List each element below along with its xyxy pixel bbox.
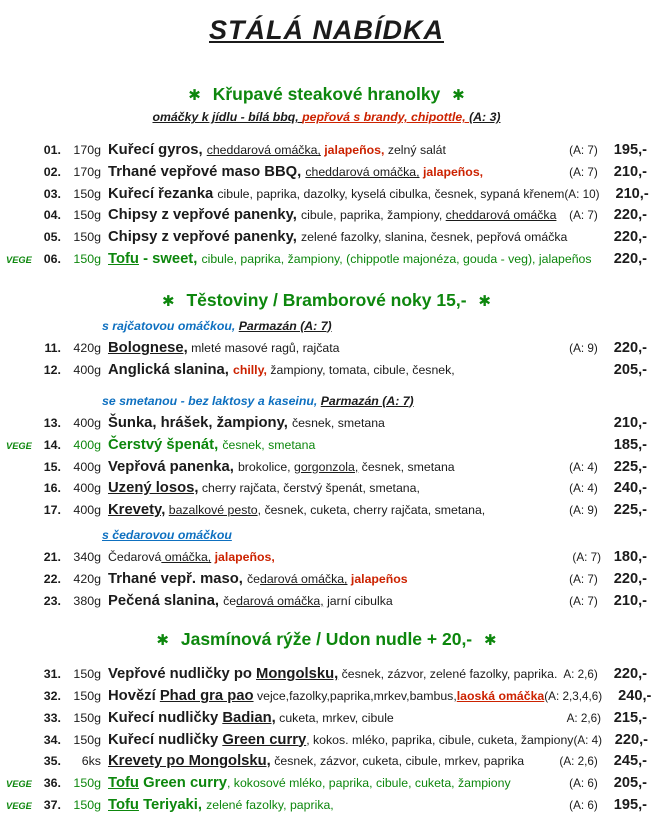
text-run: česnek, smetana (358, 459, 455, 474)
text-run: cibule, paprika, dazolky, kyselá cibulka, česnek, sypaná křenem (217, 186, 565, 201)
text-run: jarní cibulka (323, 593, 393, 608)
text-run: česnek, smetana (291, 416, 385, 431)
item-weight: 150g (73, 667, 101, 682)
text-run: cibule, paprika, žampiony, (300, 208, 446, 223)
menu-item-row (6, 546, 647, 568)
group-label (102, 391, 647, 413)
menu-section (6, 290, 647, 612)
text-run: , česnek, cuketa, cherry rajčata, smetana, (257, 503, 486, 518)
item-number: 05. (43, 230, 61, 245)
item-weight: 400g (73, 459, 101, 474)
text-run: - sweet, (138, 250, 202, 267)
item-number: 31. (43, 667, 61, 682)
item-weight: 400g (73, 481, 101, 496)
vege-badge: VEGE (6, 440, 32, 451)
item-number: 13. (43, 416, 61, 431)
menu-items (6, 139, 647, 269)
text-run: Vepřové nudličky po (108, 666, 257, 683)
item-number: 11. (44, 341, 61, 356)
item-weight: 420g (73, 341, 101, 356)
item-number: 06. (43, 251, 61, 266)
text-run: Hovězí (108, 688, 160, 705)
text-run: če (246, 572, 260, 587)
text-run: Vepřová panenka, (108, 458, 238, 475)
item-weight: 150g (73, 186, 101, 201)
item-text (108, 685, 544, 708)
item-text (108, 226, 601, 249)
text-run: Parmazán (A: 7) (320, 393, 414, 408)
item-text (108, 663, 563, 686)
item-number: 32. (43, 689, 61, 704)
item-text (108, 337, 569, 360)
item-number: 37. (43, 797, 61, 812)
star-icon: ✱ (478, 292, 491, 310)
page-title: STÁLÁ NABÍDKA (209, 15, 444, 45)
text-run: cuketa, mrkev, cibule (275, 710, 394, 725)
menu-sections (6, 84, 652, 815)
menu-item-row (6, 434, 647, 456)
text-run: s rajčatovou omáčkou, (102, 318, 239, 333)
text-run: Krevety po Mongolsku, (108, 753, 271, 770)
item-weight: 150g (73, 732, 101, 747)
menu-item-row (6, 412, 647, 434)
text-run: česnek, smetana (222, 437, 316, 452)
menu-item-row (6, 772, 647, 794)
item-weight: 150g (73, 208, 101, 223)
item-price: 215,- (613, 709, 647, 726)
star-icon: ✱ (156, 632, 169, 650)
item-weight: 150g (73, 689, 101, 704)
item-text (108, 204, 569, 227)
text-run: Šunka, hrášek, žampiony, (108, 415, 292, 432)
section-subtitle (6, 109, 647, 125)
text-run: jalapeños, (422, 165, 484, 180)
item-number: 15. (43, 459, 61, 474)
item-text (108, 183, 564, 206)
text-run: , kokosové mléko, paprika, cibule, cuketa, žampiony (226, 775, 511, 790)
item-allergen: (A: 7) (569, 144, 601, 158)
text-run: Tofu (108, 774, 139, 791)
menu-item-row (6, 359, 647, 381)
item-price: 220,- (613, 250, 647, 267)
menu-item-row (6, 248, 647, 270)
menu-section (6, 84, 647, 269)
text-run: bazalkové pesto (168, 503, 258, 518)
text-run: Kuřecí nudličky (108, 709, 223, 726)
text-run: zelný salát (384, 143, 446, 158)
text-run: gorgonzola, (294, 459, 359, 474)
item-weight: 150g (73, 797, 101, 812)
item-text (108, 499, 569, 522)
text-run: s čedarovou omáčkou (102, 527, 232, 542)
vege-badge: VEGE (6, 800, 32, 811)
item-text (108, 359, 601, 382)
text-run: cheddarová omáčka, (305, 165, 420, 180)
item-weight: 340g (73, 550, 101, 565)
menu-item-row (6, 729, 647, 751)
text-run: zelené fazolky, slanina, česnek, pepřová omáčka (300, 230, 568, 245)
text-run: chilly, (233, 362, 267, 377)
item-number: 35. (43, 754, 61, 769)
text-run: če (223, 593, 237, 608)
item-allergen: (A: 9) (569, 504, 601, 518)
item-price: 220,- (613, 666, 647, 683)
text-run: jalapeños (350, 572, 408, 587)
item-number: 21. (43, 550, 61, 565)
item-text (108, 248, 601, 271)
menu-section (6, 629, 652, 815)
text-run: Tofu (108, 250, 139, 267)
group-label (102, 525, 647, 547)
text-run: darová omáčka, (236, 593, 324, 608)
menu-item-row (6, 456, 647, 478)
text-run: jalapeños, (324, 143, 385, 158)
item-weight: 150g (73, 710, 101, 725)
text-run: Čerstvý špenát, (108, 436, 223, 453)
item-allergen: (A: 2,6) (559, 755, 601, 769)
menu-item-row (6, 663, 647, 685)
menu-item-row (6, 183, 647, 205)
text-run: Phad gra pao (159, 688, 254, 705)
item-number: 34. (43, 732, 61, 747)
text-run: jalapeños, (214, 550, 275, 565)
text-run: omáčka, (161, 550, 212, 565)
item-allergen: (A: 4) (573, 733, 603, 747)
menu-items (6, 412, 647, 520)
item-number: 33. (43, 710, 61, 725)
item-text (108, 568, 569, 591)
item-weight: 400g (73, 362, 101, 377)
item-allergen: (A: 7) (569, 573, 601, 587)
star-icon: ✱ (162, 292, 175, 310)
item-allergen: (A: 2,3,4,6) (544, 690, 606, 704)
menu-item-row (6, 707, 647, 729)
text-run: česnek, zázvor, zelené fazolky, paprika. (338, 667, 558, 682)
item-text (108, 729, 573, 752)
text-run: Green curry (222, 731, 307, 748)
item-weight: 150g (73, 775, 101, 790)
text-run: omáčky k jídlu - bílá bbq, (152, 110, 303, 125)
text-run: vejce,fazolky,paprika,mrkev,bambus, (253, 689, 457, 704)
text-run: Tofu (108, 796, 139, 813)
item-weight: 400g (73, 503, 101, 518)
text-run: žampiony, tomata, cibule, česnek, (266, 362, 455, 377)
text-run: Chipsy z vepřové panenky, (108, 229, 301, 246)
text-run: zelené fazolky, paprika, (206, 797, 334, 812)
item-text (108, 750, 559, 773)
item-allergen: (A: 4) (569, 482, 601, 496)
menu-item-row (6, 139, 647, 161)
item-number: 36. (43, 775, 61, 790)
item-price: 220,- (614, 731, 649, 748)
item-price: 195,- (613, 142, 647, 159)
item-number: 17. (43, 503, 61, 518)
item-weight: 420g (73, 572, 101, 587)
text-run: Pečená slanina, (108, 592, 224, 609)
text-run: pepřová s brandy, chipottle, (302, 110, 470, 125)
menu-item-row (6, 568, 647, 590)
star-icon: ✱ (188, 87, 201, 105)
item-number: 04. (43, 208, 61, 223)
item-number: 01. (43, 143, 61, 158)
item-weight: 150g (73, 251, 101, 266)
text-run: česnek, zázvor, cuketa, cibule, mrkev, paprika (270, 754, 525, 769)
item-weight: 150g (73, 230, 101, 245)
item-price: 220,- (613, 207, 647, 224)
item-weight: 170g (73, 143, 101, 158)
text-run: Bolognese, (108, 340, 188, 357)
vege-badge: VEGE (6, 254, 32, 265)
item-text (108, 456, 569, 479)
item-weight: 6ks (81, 754, 101, 769)
item-number: 03. (43, 186, 61, 201)
item-allergen: (A: 6) (569, 776, 601, 790)
text-run: Parmazán (A: 7) (238, 318, 332, 333)
item-text (108, 161, 569, 184)
item-allergen: (A: 4) (569, 460, 601, 474)
item-price: 185,- (613, 436, 647, 453)
item-text (108, 477, 569, 500)
text-run: Anglická slanina, (108, 361, 233, 378)
item-weight: 380g (73, 593, 101, 608)
item-price: 220,- (613, 229, 647, 246)
menu-items (6, 663, 652, 815)
text-run: se smetanou - bez laktosy a kaseinu, (102, 393, 321, 408)
text-run: Mongolsku, (256, 666, 339, 683)
item-price: 210,- (613, 415, 647, 432)
menu-item-row (6, 161, 647, 183)
text-run: Green curry (138, 774, 227, 791)
group-label (102, 316, 647, 338)
item-price: 195,- (613, 796, 647, 813)
item-number: 02. (43, 165, 61, 180)
menu-group (6, 391, 647, 521)
menu-item-row (6, 499, 647, 521)
section-heading-text: Křupavé steakové hranolky (207, 84, 446, 105)
text-run: laoská omáčka (456, 689, 545, 704)
text-run: cheddarová omáčka (445, 208, 557, 223)
item-allergen: A: 2,6) (566, 711, 601, 725)
vege-badge: VEGE (6, 778, 32, 789)
item-text (108, 434, 601, 457)
text-run: cherry rajčata, čerstvý špenát, smetana, (198, 481, 420, 496)
item-price: 225,- (613, 458, 647, 475)
item-allergen: A: 2,6) (563, 668, 601, 682)
item-price: 240,- (618, 688, 652, 705)
item-text (108, 412, 601, 435)
menu-item-row (6, 226, 647, 248)
item-price: 240,- (613, 480, 647, 497)
menu-group (6, 316, 647, 381)
item-price: 210,- (615, 185, 649, 202)
text-run: brokolice, (237, 459, 294, 474)
text-run: Chipsy z vepřové panenky, (108, 207, 301, 224)
menu-group (6, 525, 647, 612)
item-text (108, 546, 572, 569)
item-allergen: (A: 7) (569, 209, 601, 223)
item-price: 220,- (613, 571, 647, 588)
item-price: 225,- (613, 502, 647, 519)
item-text (108, 139, 569, 162)
item-price: 180,- (613, 549, 647, 566)
text-run: darová omáčka, (259, 572, 348, 587)
item-number: 22. (43, 572, 61, 587)
menu-item-row (6, 337, 647, 359)
item-number: 12. (43, 362, 61, 377)
item-allergen: (A: 9) (569, 342, 601, 356)
item-weight: 400g (73, 437, 101, 452)
item-price: 205,- (613, 774, 647, 791)
text-run: Badian, (222, 709, 276, 726)
menu-item-row (6, 204, 647, 226)
item-allergen: (A: 7) (569, 166, 601, 180)
item-allergen: (A: 6) (569, 798, 601, 812)
menu-group (6, 663, 652, 815)
text-run: cheddarová omáčka, (206, 143, 321, 158)
item-weight: 400g (73, 416, 101, 431)
item-text (108, 590, 569, 613)
section-heading (6, 84, 647, 106)
text-run: Trhané vepř. maso, (108, 571, 247, 588)
item-number: 14. (43, 437, 61, 452)
item-number: 16. (43, 481, 61, 496)
section-heading (6, 290, 647, 312)
text-run: Trhané vepřové maso BBQ, (108, 164, 306, 181)
text-run: Čedarová (108, 550, 162, 565)
menu-items (6, 337, 647, 380)
text-run: Teriyaki, (138, 796, 207, 813)
item-number: 23. (43, 593, 61, 608)
item-text (108, 772, 569, 795)
text-run: Kuřecí řezanka (108, 185, 218, 202)
menu-items (6, 546, 647, 611)
item-price: 210,- (613, 164, 647, 181)
item-price: 245,- (613, 753, 647, 770)
item-text (108, 707, 567, 730)
text-run: , kokos. mléko, paprika, cibule, cuketa, žampiony (306, 732, 574, 747)
text-run: mleté masové ragů, rajčata (187, 341, 340, 356)
text-run: Uzený losos, (108, 480, 199, 497)
menu-item-row (6, 477, 647, 499)
item-price: 210,- (613, 592, 647, 609)
section-heading-text: Těstoviny / Bramborové noky 15,- (181, 289, 472, 310)
item-price: 220,- (613, 340, 647, 357)
item-weight: 170g (73, 165, 101, 180)
section-heading-text: Jasmínová rýže / Udon nudle + 20,- (176, 629, 477, 650)
text-run: Kuřecí gyros, (108, 142, 207, 159)
text-run: cibule, paprika, žampiony, (chippotle majonéza, gouda - veg), jalapeños (201, 251, 592, 266)
text-run: Krevety, (108, 502, 166, 519)
menu-item-row (6, 685, 652, 707)
item-text (108, 794, 569, 817)
star-icon: ✱ (452, 87, 465, 105)
section-heading (6, 629, 647, 651)
star-icon: ✱ (484, 632, 497, 650)
menu-item-row (6, 590, 647, 612)
item-allergen: (A: 7) (569, 594, 601, 608)
item-allergen: (A: 10) (564, 187, 603, 201)
text-run: (A: 3) (469, 110, 501, 125)
menu-item-row (6, 794, 647, 816)
item-price: 205,- (613, 361, 647, 378)
menu-item-row (6, 750, 647, 772)
item-allergen: (A: 7) (572, 551, 601, 565)
menu-group (6, 139, 647, 269)
text-run: Kuřecí nudličky (108, 731, 223, 748)
